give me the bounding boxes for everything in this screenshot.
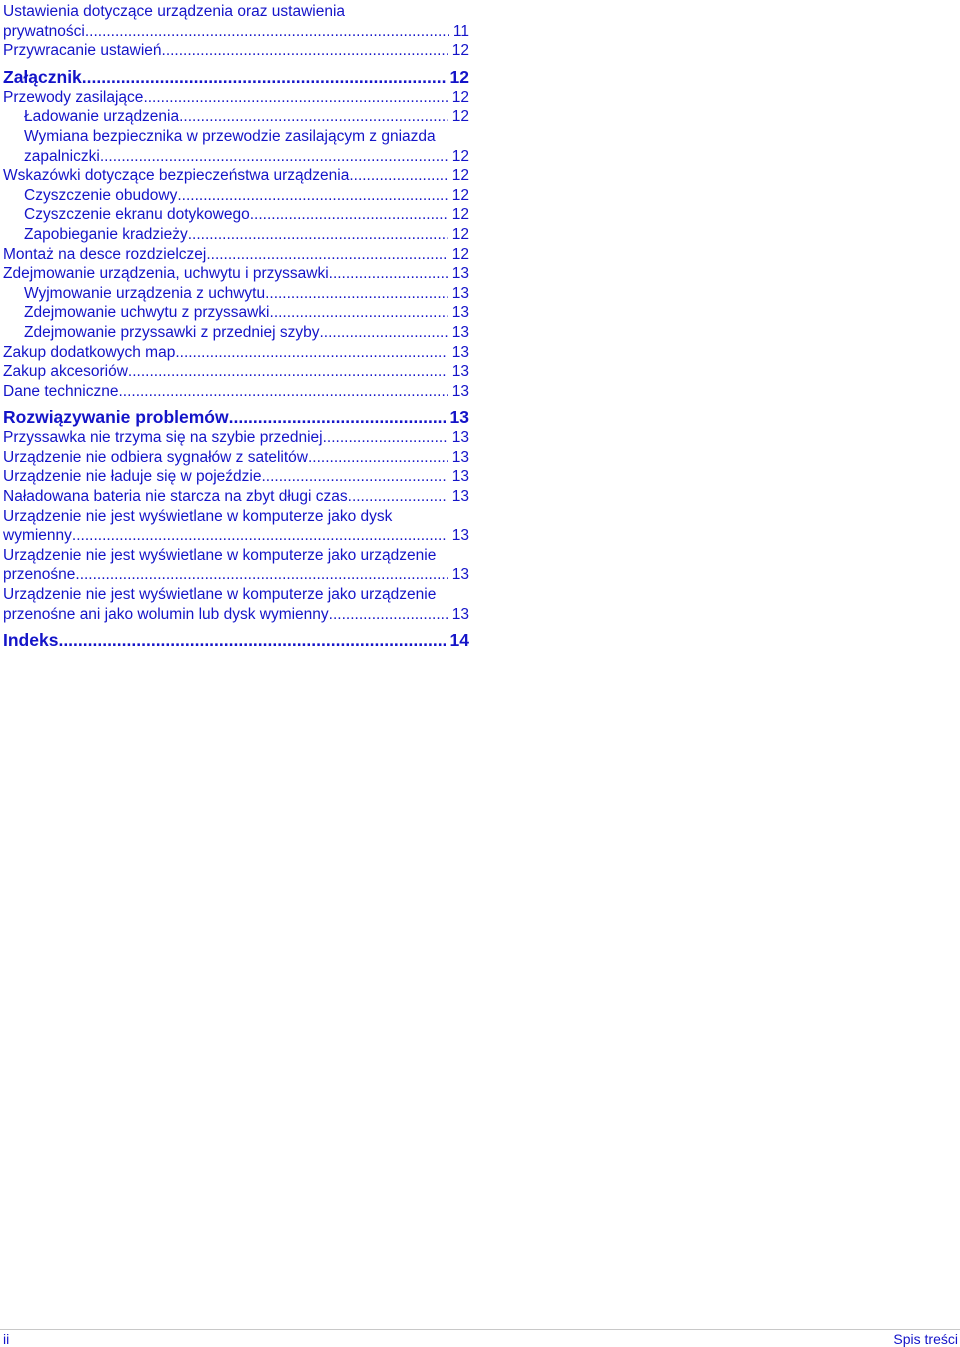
toc-entry[interactable] — [3, 448, 469, 468]
toc-entry-label: Urządzenie nie ładuje się w pojeździe — [3, 468, 262, 486]
toc-entry-text[interactable]: Ustawienia dotyczące urządzenia oraz ustawienia — [3, 3, 346, 20]
toc-page-number: 13 — [451, 468, 469, 486]
toc-entry-label: Przywracanie ustawień — [3, 42, 162, 60]
toc-page-number: 12 — [449, 66, 469, 87]
toc-entry-label: Czyszczenie obudowy — [24, 186, 178, 204]
dot-leader — [323, 428, 448, 448]
toc-entry-text[interactable]: Urządzenie nie jest wyświetlane w komputerze jako urządzenie — [3, 586, 437, 604]
dot-leader — [75, 565, 447, 585]
toc-entry-label: Urządzenie nie odbiera sygnałów z satelitów — [3, 448, 308, 466]
dot-leader — [82, 67, 446, 87]
toc-page-number: 13 — [451, 363, 469, 381]
toc-subentry[interactable] — [3, 107, 469, 127]
toc-page-number: 12 — [451, 167, 469, 185]
dot-leader — [100, 147, 448, 167]
toc-entry-label: przenośne — [3, 566, 76, 584]
dot-leader — [270, 303, 448, 323]
toc-entry[interactable] — [3, 88, 469, 108]
dot-leader — [128, 362, 448, 382]
toc-entry-label: wymienny — [3, 527, 72, 545]
dot-leader — [162, 41, 448, 61]
toc-page-number: 12 — [451, 42, 469, 60]
toc-heading-label: Rozwiązywanie problemów — [3, 407, 229, 428]
toc-page-number: 13 — [451, 284, 469, 302]
toc-entry[interactable] — [3, 487, 469, 507]
dot-leader — [118, 382, 447, 402]
toc-page-number: 13 — [451, 566, 469, 584]
toc-page-number: 12 — [451, 108, 469, 126]
dot-leader — [250, 205, 448, 225]
toc-entry-label: Zakup dodatkowych map — [3, 343, 176, 361]
toc-entry-label: Przewody zasilające — [3, 88, 144, 106]
toc-page-number: 13 — [451, 265, 469, 283]
dot-leader — [58, 630, 445, 650]
toc-entry-label: Zapobieganie kradzieży — [24, 225, 188, 243]
toc-subentry[interactable] — [3, 323, 469, 343]
toc-entry-label: Przyssawka nie trzyma się na szybie przedniej — [3, 429, 323, 447]
toc-page-number: 13 — [449, 407, 469, 428]
toc-entry[interactable] — [3, 362, 469, 382]
toc-entry[interactable] — [3, 605, 469, 625]
dot-leader — [265, 284, 448, 304]
toc-entry[interactable] — [3, 343, 469, 363]
dot-leader — [329, 605, 448, 625]
toc-page-number: 12 — [451, 88, 469, 106]
dot-leader — [85, 22, 449, 42]
toc-entry[interactable] — [3, 41, 469, 61]
toc-entry-label: zapalniczki — [24, 147, 100, 165]
toc-page-number: 12 — [451, 147, 469, 165]
toc-entry-label: Zdejmowanie przyssawki z przedniej szyby — [24, 323, 320, 341]
toc-entry-text[interactable]: Wymiana bezpiecznika w przewodzie zasilającym z gniazda — [24, 127, 436, 145]
footer-divider — [0, 1329, 960, 1330]
toc-entry-label: Ładowanie urządzenia — [24, 108, 180, 126]
toc-subentry[interactable] — [3, 303, 469, 323]
toc-entry-label: Naładowana bateria nie starcza na zbyt długi czas — [3, 488, 348, 506]
dot-leader — [348, 487, 448, 507]
toc-entry[interactable] — [3, 382, 469, 402]
toc-page-number: 13 — [451, 448, 469, 466]
toc-subentry[interactable] — [3, 186, 469, 206]
toc-heading-label: Indeks — [3, 630, 59, 651]
dot-leader — [177, 186, 447, 206]
toc-page-number: 12 — [451, 186, 469, 204]
toc-entry[interactable] — [3, 245, 469, 265]
toc-page-number: 13 — [451, 323, 469, 341]
toc-page-number: 13 — [451, 429, 469, 447]
dot-leader — [175, 343, 447, 363]
toc-subentry[interactable] — [3, 205, 469, 225]
toc-entry[interactable] — [3, 166, 469, 186]
toc-heading-indeks[interactable] — [3, 630, 469, 650]
dot-leader — [329, 264, 448, 284]
toc-subentry[interactable] — [3, 284, 469, 304]
toc-entry-label: Czyszczenie ekranu dotykowego — [24, 206, 250, 224]
toc-page-number: 11 — [452, 22, 469, 40]
dot-leader — [188, 225, 448, 245]
toc-entry-label: Montaż na desce rozdzielczej — [3, 245, 207, 263]
toc-entry-label: Wskazówki dotyczące bezpieczeństwa urządzenia — [3, 167, 350, 185]
toc-page-number: 12 — [451, 206, 469, 224]
toc-heading-rozwiazywanie[interactable] — [3, 407, 469, 427]
toc-subentry[interactable] — [3, 225, 469, 245]
toc-entry-label: przenośne ani jako wolumin lub dysk wymienny — [3, 605, 329, 623]
toc-page-number: 12 — [451, 245, 469, 263]
dot-leader — [179, 107, 448, 127]
dot-leader — [308, 448, 448, 468]
dot-leader — [229, 407, 446, 427]
dot-leader — [72, 526, 448, 546]
dot-leader — [349, 166, 447, 186]
footer-page-number: ii — [3, 1331, 10, 1347]
table-of-contents — [3, 2, 469, 651]
toc-page-number: 13 — [451, 605, 469, 623]
footer-section-title: Spis treści — [893, 1331, 958, 1347]
dot-leader — [319, 323, 447, 343]
toc-subentry[interactable] — [3, 147, 469, 167]
toc-entry-label: prywatności — [3, 22, 85, 40]
toc-page-number: 14 — [449, 630, 469, 651]
toc-page-number: 13 — [451, 382, 469, 400]
toc-entry-label: Zakup akcesoriów — [3, 363, 128, 381]
toc-page-number: 13 — [451, 343, 469, 361]
toc-entry[interactable] — [3, 22, 469, 42]
toc-entry[interactable] — [3, 264, 469, 284]
toc-heading-zalacznik[interactable] — [3, 67, 469, 87]
toc-page-number: 12 — [451, 225, 469, 243]
toc-entry-label: Dane techniczne — [3, 382, 119, 400]
toc-entry-text[interactable]: Urządzenie nie jest wyświetlane w komputerze jako urządzenie — [3, 546, 437, 564]
toc-entry-text[interactable]: Urządzenie nie jest wyświetlane w komputerze jako dysk — [3, 507, 393, 525]
toc-entry[interactable] — [3, 467, 469, 487]
toc-entry[interactable] — [3, 428, 469, 448]
toc-page-number: 13 — [451, 527, 469, 545]
toc-entry[interactable] — [3, 565, 469, 585]
toc-entry[interactable] — [3, 526, 469, 546]
toc-heading-label: Załącznik — [3, 66, 82, 87]
toc-page-number: 13 — [451, 304, 469, 322]
dot-leader — [143, 88, 447, 108]
toc-entry-label: Zdejmowanie uchwytu z przyssawki — [24, 304, 270, 322]
toc-entry-label: Wyjmowanie urządzenia z uchwytu — [24, 284, 266, 302]
toc-page-number: 13 — [451, 488, 469, 506]
toc-entry-label: Zdejmowanie urządzenia, uchwytu i przyssawki — [3, 265, 329, 283]
dot-leader — [206, 245, 447, 265]
dot-leader — [261, 467, 447, 487]
